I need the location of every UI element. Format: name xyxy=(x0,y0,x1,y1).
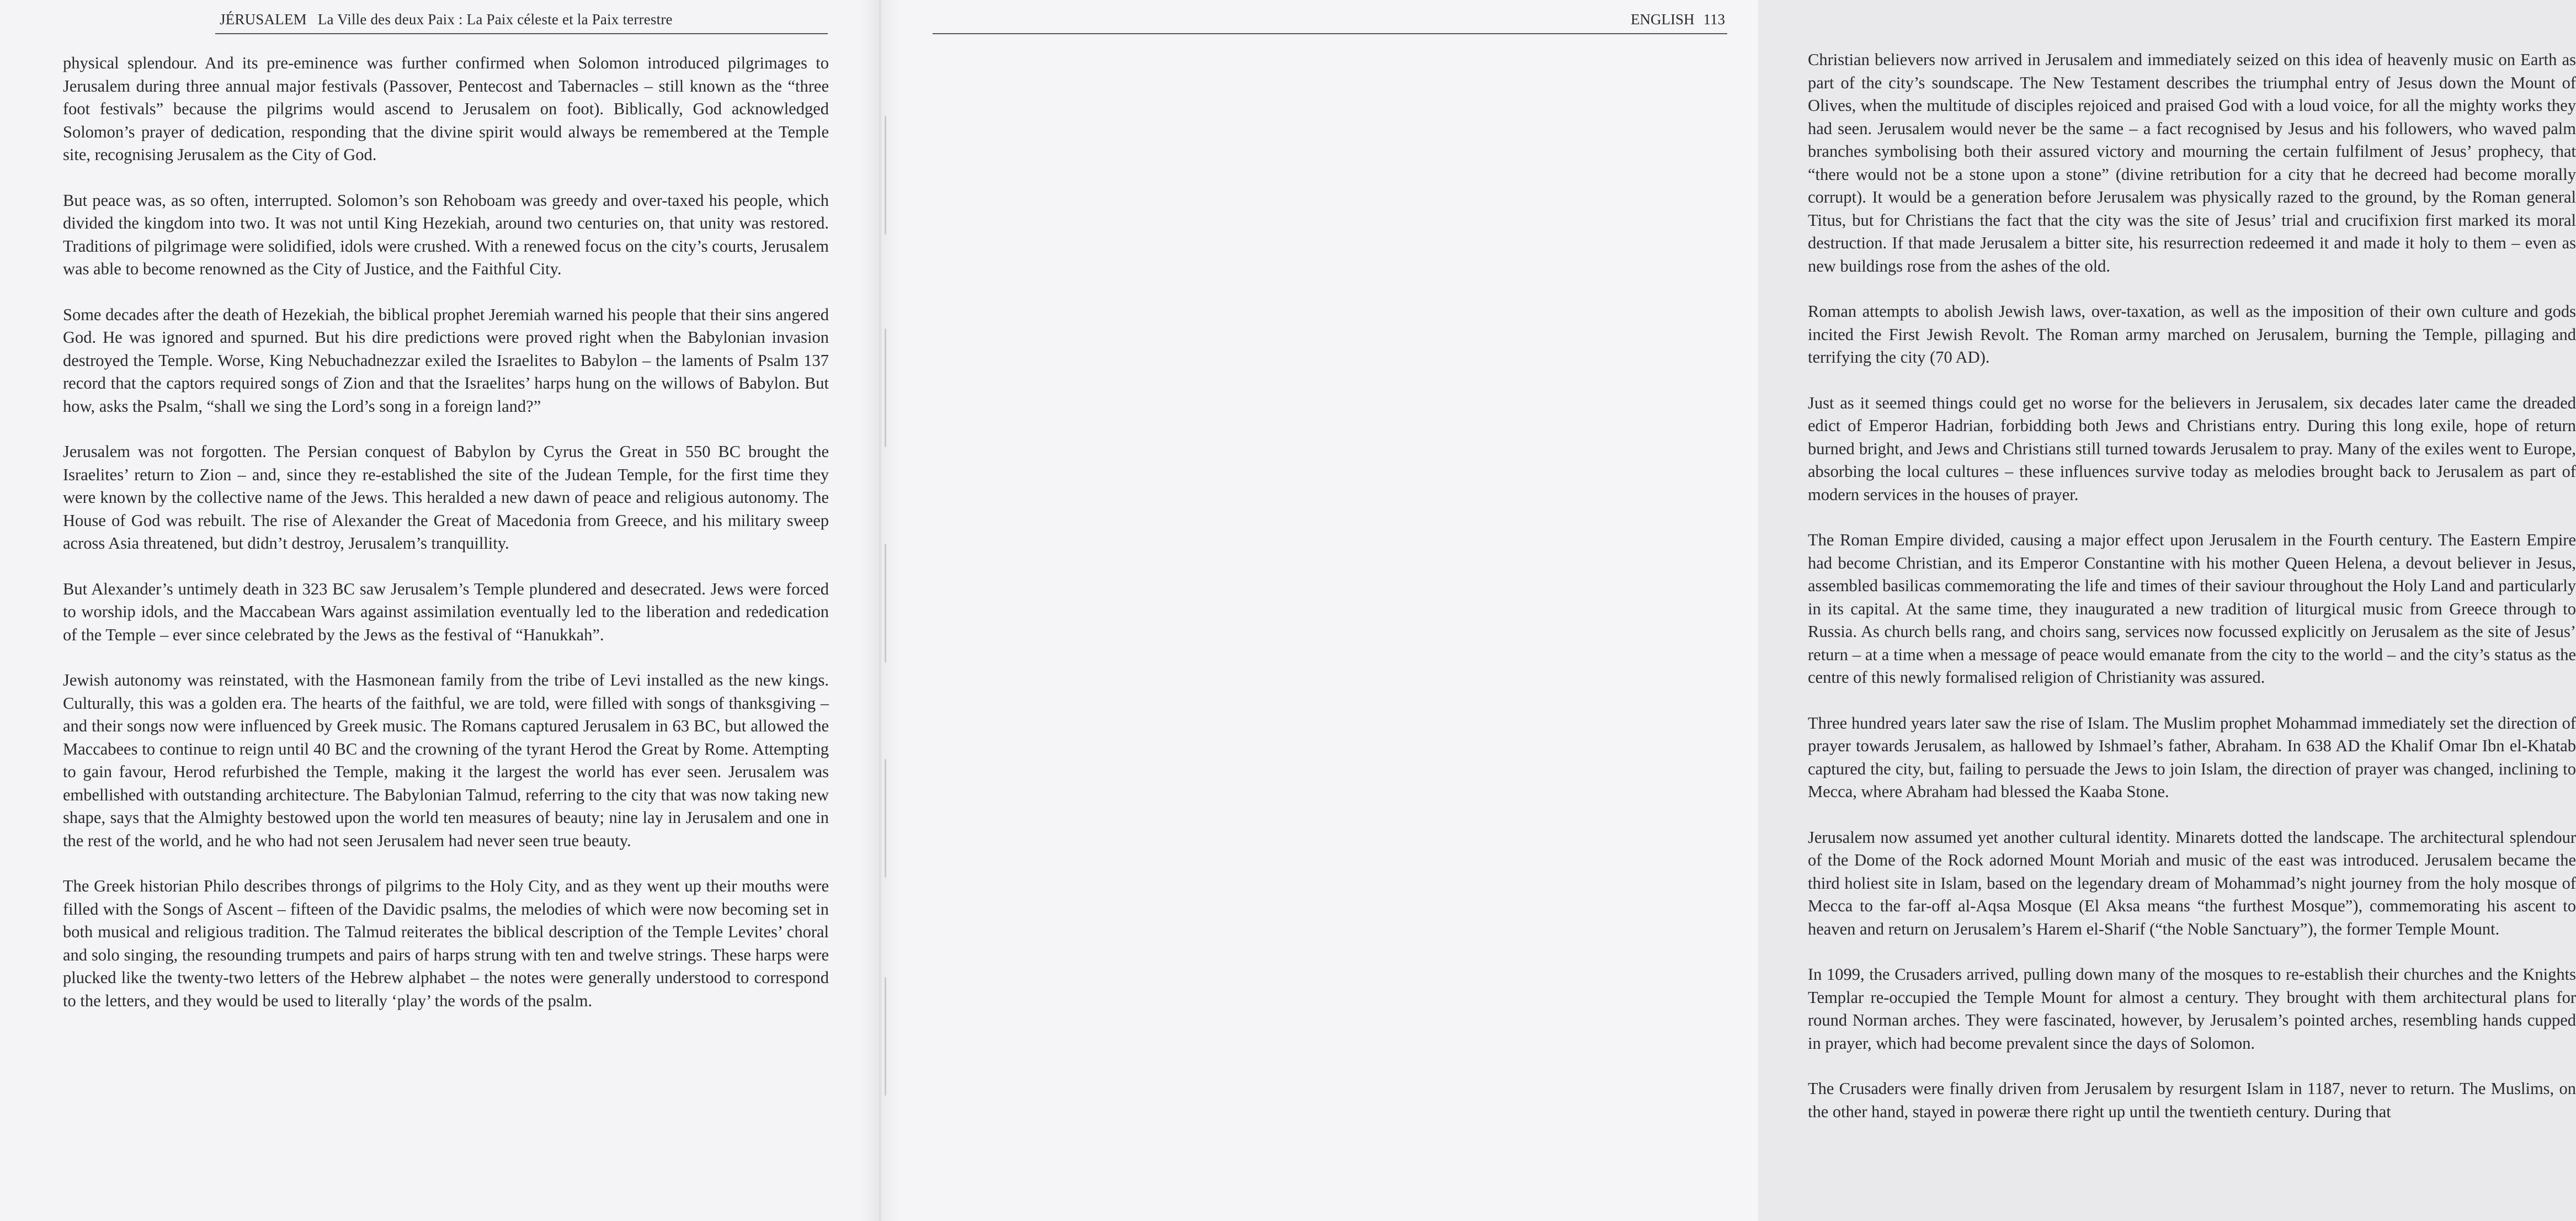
paragraph: In 1099, the Crusaders arrived, pulling down many of the mosques to re-establish their churches and the Knights Templar re-occupied the Temple Mount for almost a century. They brought with them architectural plans for round Norman arches. They were fascinated, however, by Jerusalem’s pointed arches, resembling hands cupped in prayer, which had become prevalent since the days of Solomon. xyxy=(1808,965,2576,1053)
paragraph: Three hundred years later saw the rise of Islam. The Muslim prophet Mohammad immediately set the direction of prayer towards Jerusalem, as hallowed by Ishmael’s father, Abraham. In 638 AD the Khalif Omar Ibn el-Khatab captured the city, but, failing to persuade the Jews to join Islam, the direction of prayer was changed, inclining to Mecca, where Abraham had blessed the Kaaba Stone. xyxy=(1808,713,2576,801)
book-gutter xyxy=(861,0,900,1221)
paragraph: The Roman Empire divided, causing a major effect upon Jerusalem in the Fourth century. The Eastern Empire had become Christian, and its Emperor Constantine with his mother Queen Helena, a devout believer in Jesus, assembled basilicas commemorating the life and times of their saviour throughout the Holy Land and particularly in its capital. At the same time, they inaugurated a new tradition of liturgical music from Greece through to Russia. As church bells rang, and choirs sang, services now focussed explicitly on Jerusalem as the site of Jesus’ return – at a time when a message of peace would emanate from the city to the world – and the city’s status as the centre of this newly formalised religion of Christianity was assured. xyxy=(1808,530,2576,687)
header-rule-left xyxy=(215,33,828,34)
running-head-language: ENGLISH xyxy=(1631,11,1695,28)
paragraph: The Crusaders were finally driven from Jerusalem by resurgent Islam in 1187, never to return. The Muslims, on the other hand, stayed in powerӕ there right up until the twentieth century. During that xyxy=(1808,1079,2576,1121)
paragraph: physical splendour. And its pre-eminence was further confirmed when Solomon introduced pilgrimages to Jerusalem during three annual major festivals (Passover, Pentecost and Tabernacles – still known as the “three foot festivals” because the pilgrims would ascend to Jerusalem on foot). Biblically, God acknowledged Solomon’s prayer of dedication, responding that the divine spirit would always be remembered at the Temple site, recognising Jerusalem as the City of God. xyxy=(63,54,829,164)
paragraph: Jewish autonomy was reinstated, with the Hasmonean family from the tribe of Levi installed as the new kings. Culturally, this was a golden era. The hearts of the faithful, we are told, were filled with songs of thanksgiving – and their songs now were influenced by Greek music. The Romans captured Jerusalem in 63 BC, but allowed the Maccabees to continue to reign until 40 BC and the crowning of the tyrant Herod the Great by Rome. Attempting to gain favour, Herod refurbished the Temple, making it the largest the world has ever seen. Jerusalem was embellished with outstanding architecture. The Babylonian Talmud, referring to the city that was now taking new shape, says that the Almighty bestowed upon the world ten measures of beauty; nine lay in Jerusalem and one in the rest of the world, and he who had not seen Jerusalem had never seen true beauty. xyxy=(63,671,829,850)
binding-thread xyxy=(885,328,886,447)
right-page xyxy=(877,0,2576,1221)
paragraph: Christian believers now arrived in Jerusalem and immediately seized on this idea of heavenly music on Earth as part of the city’s soundscape. The New Testament describes the triumphal entry of Jesus down the Mount of Olives, when the multitude of disciples rejoiced and praised God with a loud voice, for all the mighty works they had seen. Jerusalem would never be the same – a fact recognised by Jesus and his followers, who waved palm branches symbolising both their assured victory and mourning the certain fulfilment of Jesus’ prophecy, that “there would not be a stone upon a stone” (divine retribution for a city that he decreed had become morally corrupt). It would be a generation before Jerusalem was physically razed to the ground, by the Roman general Titus, but for Christians the fact that the city was the site of Jesus’ trial and crucifixion first marked its moral destruction. If that made Jerusalem a bitter site, his resurrection redeemed it and made it holy to them – even as new buildings rose from the ashes of the old. xyxy=(1808,50,2576,275)
left-page xyxy=(0,0,877,1221)
running-head-right xyxy=(1631,11,1725,28)
right-text-column xyxy=(1808,49,2576,1146)
binding-thread xyxy=(885,544,886,662)
running-head-title: JÉRUSALEM xyxy=(220,11,307,28)
paragraph: Just as it seemed things could get no worse for the believers in Jerusalem, six decades later came the dreaded edict of Emperor Hadrian, forbidding both Jews and Christians entry. During this long exile, hope of return burned bright, and Jews and Christians still turned towards Jerusalem to pray. Many of the exiles went to Europe, absorbing the local cultures – these influences survive today as melodies brought back to Jerusalem as part of modern services in the houses of prayer. xyxy=(1808,393,2576,504)
running-head-subtitle: La Ville des deux Paix : La Paix céleste et la Paix terrestre xyxy=(317,11,673,28)
paragraph: But peace was, as so often, interrupted. Solomon’s son Rehoboam was greedy and over-taxed his people, which divided the kingdom into two. It was not until King Hezekiah, around two centuries on, that unity was restored. Traditions of pilgrimage were solidified, idols were crushed. With a renewed focus on the city’s courts, Jerusalem was able to become renowned as the City of Justice, and the Faithful City. xyxy=(63,190,829,278)
paragraph: Roman attempts to abolish Jewish laws, over-taxation, as well as the imposition of their own culture and gods incited the First Jewish Revolt. The Roman army marched on Jerusalem, burning the Temple, pillaging and terrifying the city (70 AD). xyxy=(1808,302,2576,367)
left-text-column xyxy=(63,52,829,1035)
page-number: 113 xyxy=(1703,11,1725,28)
header-rule-right xyxy=(933,33,1727,34)
paragraph: Jerusalem now assumed yet another cultural identity. Minarets dotted the landscape. The architectural splendour of the Dome of the Rock adorned Mount Moriah and music of the east was introduced. Jerusalem became the third holiest site in Islam, based on the legendary dream of Mohammad’s night journey from the holy mosque of Mecca to the far-off al-Aqsa Mosque (El Aksa means “the furthest Mosque”), commemorating his ascent to heaven and return on Jerusalem’s Harem el-Sharif (“the Noble Sanctuary”), the former Temple Mount. xyxy=(1808,827,2576,938)
paragraph: The Greek historian Philo describes throngs of pilgrims to the Holy City, and as they went up their mouths were filled with the Songs of Ascent – fifteen of the Davidic psalms, the melodies of which were now becoming set in both musical and religious tradition. The Talmud reiterates the biblical description of the Temple Levites’ choral and solo singing, the resounding trumpets and pairs of harps strung with ten and twelve strings. These harps were plucked like the twenty-two letters of the Hebrew alphabet – the notes were generally understood to correspond to the letters, and they would be used to literally ‘play’ the words of the psalm. xyxy=(63,877,829,1010)
binding-thread xyxy=(885,977,886,1096)
binding-thread xyxy=(885,116,886,235)
paragraph: Some decades after the death of Hezekiah, the biblical prophet Jeremiah warned his people that their sins angered God. He was ignored and spurned. But his dire predictions were proved right when the Babylonian invasion destroyed the Temple. Worse, King Nebuchadnezzar exiled the Israelites to Babylon – the laments of Psalm 137 record that the captors required songs of Zion and that the Israelites’ harps hung on the willows of Babylon. But how, asks the Psalm, “shall we sing the Lord’s song in a foreign land?” xyxy=(63,305,829,416)
paragraph: Jerusalem was not forgotten. The Persian conquest of Babylon by Cyrus the Great in 550 BC brought the Israelites’ return to Zion – and, since they re-established the site of the Judean Temple, for the first time they were known by the collective name of the Jews. This heralded a new dawn of peace and religious autonomy. The House of God was rebuilt. The rise of Alexander the Great of Macedonia from Greece, and his military sweep across Asia threatened, but didn’t destroy, Jerusalem’s tranquillity. xyxy=(63,442,829,553)
running-head-left xyxy=(220,11,673,28)
paragraph: But Alexander’s untimely death in 323 BC saw Jerusalem’s Temple plundered and desecrated. Jews were forced to worship idols, and the Maccabean Wars against assimilation eventually led to the liberation and rededication of the Temple – ever since celebrated by the Jews as the festival of “Hanukkah”. xyxy=(63,579,829,644)
binding-thread xyxy=(885,759,886,878)
